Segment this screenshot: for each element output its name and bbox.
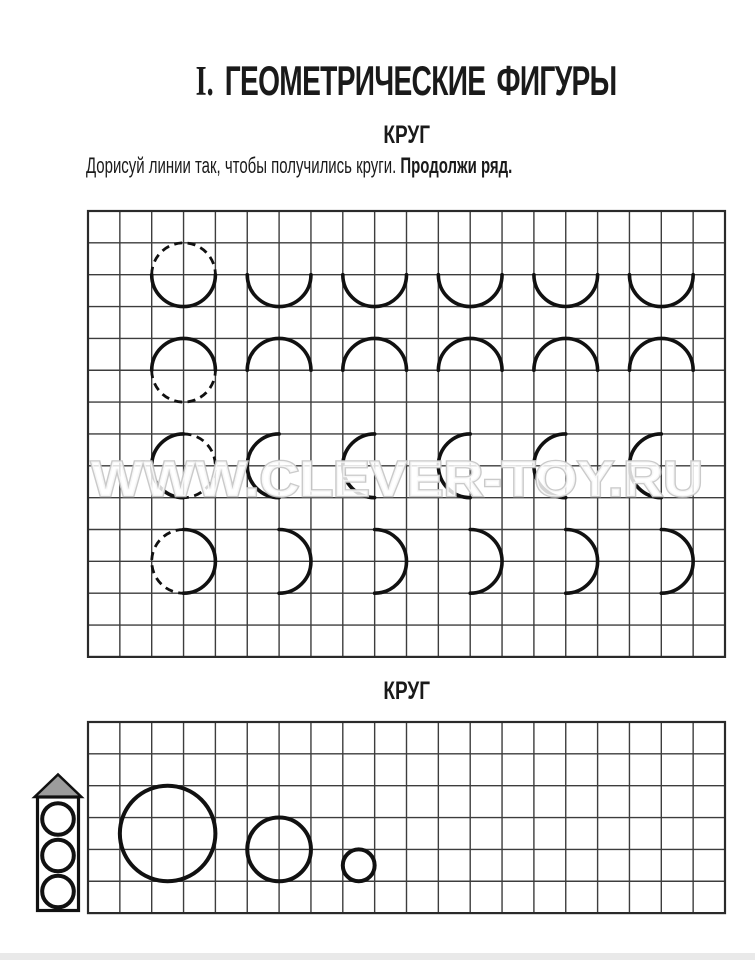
section-number: I. [196,59,226,105]
section1-heading-text: КРУГ [383,121,430,149]
instruction-text [86,153,512,179]
page-bottom-edge [0,953,755,960]
section2-heading-text: КРУГ [383,677,430,705]
page-title [88,57,725,105]
title-text [196,57,617,105]
section1-heading [88,123,725,148]
grid-2-lines [88,722,725,913]
instruction-bold: Продолжи ряд. [400,153,513,178]
title-main: ГЕОМЕТРИЧЕСКИЕ ФИГУРЫ [225,57,617,104]
demo-circle [120,786,216,882]
watermark-text: WWW.CLEVER-TOY.RU [91,451,703,507]
instruction-normal: Дорисуй линии так, чтобы получились круги. [86,153,401,178]
demo-circle [343,849,375,881]
tower-roof [35,775,82,798]
section2-heading [88,679,725,704]
instruction [86,153,746,179]
